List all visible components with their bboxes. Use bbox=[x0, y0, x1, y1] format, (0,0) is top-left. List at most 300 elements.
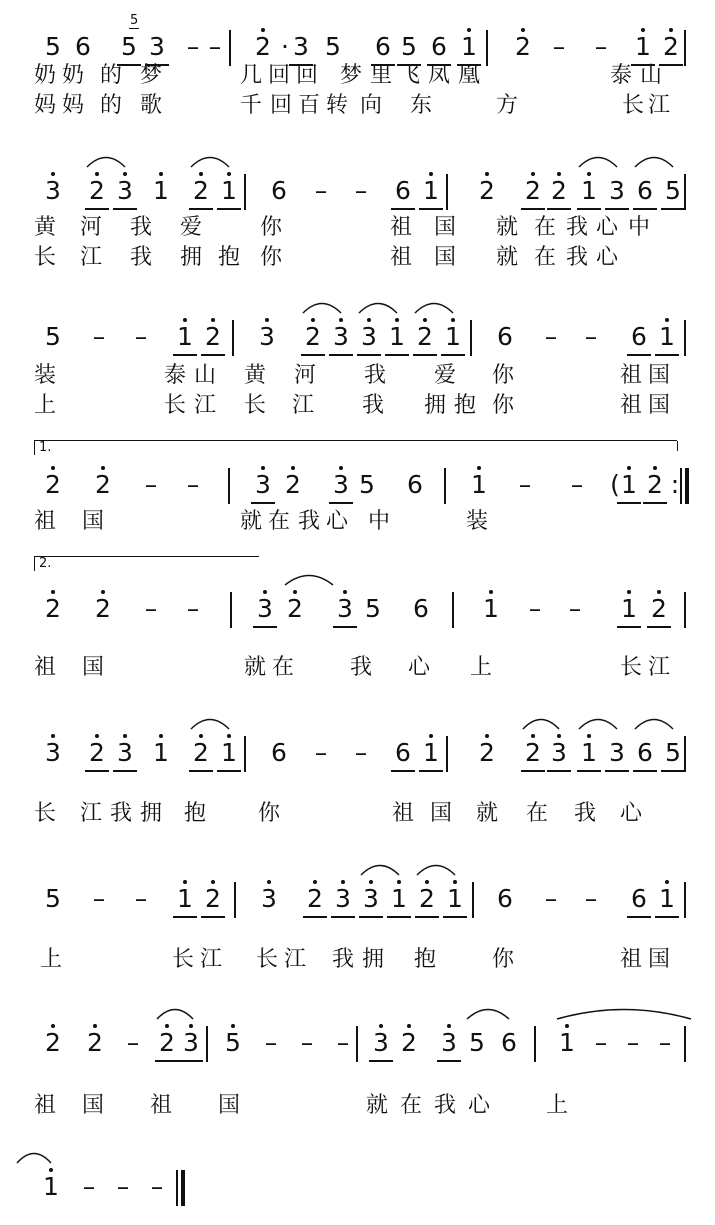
note: 2 bbox=[648, 594, 670, 624]
barline bbox=[684, 320, 686, 356]
octave-dot bbox=[451, 318, 455, 322]
note: 1 bbox=[174, 322, 196, 352]
note: 3 bbox=[438, 1028, 460, 1058]
note: 5 bbox=[45, 884, 61, 913]
octave-dot bbox=[477, 466, 481, 470]
note: 3 bbox=[258, 884, 280, 914]
underline-beam bbox=[251, 502, 275, 504]
note: 2 bbox=[42, 470, 64, 500]
octave-dot bbox=[189, 1024, 193, 1028]
barline bbox=[452, 592, 454, 628]
lyric-syllable: 国 bbox=[218, 1093, 241, 1118]
octave-dot bbox=[447, 1024, 451, 1028]
lyric-row bbox=[0, 362, 715, 390]
underline-beam bbox=[627, 916, 651, 918]
note: 2 bbox=[84, 1028, 106, 1058]
barline bbox=[486, 30, 488, 66]
lyric-syllable: 在 bbox=[534, 215, 557, 240]
note: 1 bbox=[218, 738, 240, 768]
note: – bbox=[186, 594, 200, 623]
barline bbox=[684, 736, 686, 772]
octave-dot bbox=[51, 1024, 55, 1028]
note: – bbox=[354, 176, 368, 205]
lyric-syllable: 祖 bbox=[150, 1093, 173, 1118]
lyric-syllable: 梦 bbox=[340, 63, 363, 88]
underline-beam bbox=[617, 502, 641, 504]
octave-dot bbox=[453, 880, 457, 884]
octave-dot bbox=[627, 466, 631, 470]
octave-dot bbox=[397, 880, 401, 884]
lyric-syllable: 千 bbox=[240, 93, 263, 118]
note: 3 bbox=[360, 884, 382, 914]
lyric-syllable: 祖 bbox=[620, 947, 643, 972]
lyric-syllable: 祖 bbox=[620, 363, 643, 388]
octave-dot bbox=[665, 880, 669, 884]
note: 3 bbox=[256, 322, 278, 352]
octave-dot bbox=[293, 590, 297, 594]
note: – bbox=[544, 322, 558, 351]
underline-beam bbox=[385, 354, 409, 356]
lyric-row bbox=[0, 508, 715, 536]
lyric-syllable: 祖 bbox=[390, 245, 413, 270]
note: 6 bbox=[271, 738, 287, 767]
lyric-syllable: 长 bbox=[172, 947, 195, 972]
barline bbox=[206, 1026, 208, 1062]
lyric-syllable: 妈 bbox=[34, 93, 57, 118]
lyric-syllable: 在 bbox=[268, 509, 291, 534]
lyric-syllable: 我 bbox=[574, 801, 597, 826]
slur bbox=[156, 1006, 194, 1020]
slur bbox=[634, 154, 674, 168]
note: 1 bbox=[458, 32, 480, 62]
lyric-syllable: 心 bbox=[620, 801, 643, 826]
octave-dot bbox=[51, 172, 55, 176]
lyric-syllable: 长 bbox=[256, 947, 279, 972]
final-barline bbox=[685, 468, 689, 504]
note: – bbox=[568, 594, 582, 623]
note: 6 bbox=[631, 884, 647, 913]
note: 5 bbox=[365, 594, 381, 623]
note: 5 bbox=[325, 32, 341, 61]
lyric-syllable: 山 bbox=[194, 363, 217, 388]
lyric-syllable: 山 bbox=[640, 63, 663, 88]
note: – bbox=[314, 738, 328, 767]
octave-dot bbox=[165, 1024, 169, 1028]
octave-dot bbox=[95, 172, 99, 176]
barline bbox=[229, 30, 231, 66]
lyric-syllable: 国 bbox=[648, 363, 671, 388]
lyric-syllable: 祖 bbox=[390, 215, 413, 240]
note: 6 bbox=[407, 470, 423, 499]
note: – bbox=[144, 594, 158, 623]
note: 5 bbox=[45, 322, 61, 351]
note: 6 bbox=[631, 322, 647, 351]
octave-dot bbox=[341, 880, 345, 884]
lyric-syllable: 拥 bbox=[362, 947, 385, 972]
barline bbox=[470, 320, 472, 356]
note: 1 bbox=[388, 884, 410, 914]
lyric-syllable: 就 bbox=[240, 509, 263, 534]
underline-beam bbox=[179, 1060, 203, 1062]
lyric-syllable: 回 bbox=[296, 63, 319, 88]
octave-dot bbox=[339, 318, 343, 322]
underline-beam bbox=[301, 354, 325, 356]
octave-dot bbox=[51, 590, 55, 594]
note: 5 bbox=[359, 470, 375, 499]
lyric-syllable: 梦 bbox=[140, 63, 163, 88]
underline-beam bbox=[113, 208, 137, 210]
note-row bbox=[0, 590, 715, 630]
note: 2 bbox=[252, 32, 274, 62]
barline bbox=[232, 320, 234, 356]
note: 1 bbox=[150, 738, 172, 768]
lyric-syllable: 你 bbox=[492, 393, 515, 418]
note: 6 bbox=[395, 176, 411, 205]
lyric-syllable: 祖 bbox=[620, 393, 643, 418]
lyric-syllable: 我 bbox=[332, 947, 355, 972]
underline-beam bbox=[655, 354, 679, 356]
note: 3 bbox=[42, 738, 64, 768]
barline bbox=[234, 882, 236, 918]
note: 6 bbox=[271, 176, 287, 205]
lyric-row bbox=[0, 946, 715, 974]
note: – bbox=[126, 1028, 140, 1057]
note: 2 bbox=[414, 322, 436, 352]
lyric-syllable: 心 bbox=[326, 509, 349, 534]
note: – bbox=[584, 322, 598, 351]
lyric-syllable: 拥 bbox=[424, 393, 447, 418]
underline-beam bbox=[415, 916, 439, 918]
underline-beam bbox=[201, 916, 225, 918]
lyric-syllable: 爱 bbox=[434, 363, 457, 388]
octave-dot bbox=[407, 1024, 411, 1028]
lyric-syllable: 我 bbox=[566, 245, 589, 270]
lyric-syllable: 就 bbox=[244, 655, 267, 680]
underline-beam bbox=[521, 208, 545, 210]
octave-dot bbox=[95, 734, 99, 738]
note: 1 bbox=[150, 176, 172, 206]
note: 2 bbox=[416, 884, 438, 914]
note: 2 bbox=[304, 884, 326, 914]
octave-dot bbox=[49, 1168, 53, 1172]
note: 2 bbox=[190, 738, 212, 768]
lyric-syllable: 你 bbox=[492, 947, 515, 972]
octave-dot bbox=[227, 172, 231, 176]
note: – bbox=[134, 884, 148, 913]
underline-beam bbox=[331, 916, 355, 918]
lyric-syllable: 江 bbox=[648, 93, 671, 118]
note: 6 bbox=[501, 1028, 517, 1057]
lyric-syllable: 转 bbox=[326, 93, 349, 118]
underline-beam bbox=[85, 770, 109, 772]
underline-beam bbox=[155, 1060, 179, 1062]
note: 5 bbox=[665, 738, 681, 767]
underline-beam bbox=[521, 770, 545, 772]
volta-end bbox=[677, 441, 679, 451]
lyric-syllable: 国 bbox=[648, 393, 671, 418]
lyric-syllable: 心 bbox=[596, 245, 619, 270]
underline-beam bbox=[437, 1060, 461, 1062]
barline bbox=[534, 1026, 536, 1062]
octave-dot bbox=[183, 318, 187, 322]
note: 1 bbox=[420, 176, 442, 206]
underline-beam bbox=[441, 354, 465, 356]
lyric-syllable: 里 bbox=[370, 63, 393, 88]
slur bbox=[578, 154, 618, 168]
lyric-syllable: 飞 bbox=[398, 63, 421, 88]
lyric-syllable: 装 bbox=[466, 509, 489, 534]
note: 6 bbox=[431, 32, 447, 61]
lyric-syllable: 凤 bbox=[428, 63, 451, 88]
lyric-syllable: 长 bbox=[34, 801, 57, 826]
octave-dot bbox=[227, 734, 231, 738]
note: – bbox=[150, 1172, 164, 1201]
underline-beam bbox=[217, 208, 241, 210]
note: – bbox=[626, 1028, 640, 1057]
note: – bbox=[134, 322, 148, 351]
volta-2-label: 2. bbox=[39, 556, 52, 571]
slur bbox=[302, 300, 342, 314]
octave-dot bbox=[379, 1024, 383, 1028]
slur bbox=[86, 154, 126, 168]
note: 6 bbox=[637, 738, 653, 767]
note: 1 bbox=[618, 594, 640, 624]
octave-dot bbox=[367, 318, 371, 322]
lyric-syllable: 长 bbox=[244, 393, 267, 418]
note: – bbox=[314, 176, 328, 205]
lyric-syllable: 江 bbox=[648, 655, 671, 680]
note-row bbox=[0, 1024, 715, 1064]
underline-beam bbox=[633, 770, 657, 772]
note: 2 bbox=[92, 594, 114, 624]
note: 2 bbox=[190, 176, 212, 206]
note: 1 bbox=[442, 322, 464, 352]
underline-beam bbox=[387, 916, 411, 918]
lyric-syllable: 你 bbox=[260, 245, 283, 270]
note: 2 bbox=[476, 176, 498, 206]
note: 5 bbox=[401, 32, 417, 61]
note: – bbox=[584, 884, 598, 913]
octave-dot bbox=[199, 172, 203, 176]
underline-beam bbox=[413, 354, 437, 356]
lyric-syllable: 江 bbox=[194, 393, 217, 418]
lyric-syllable: 在 bbox=[400, 1093, 423, 1118]
lyric-syllable: 长 bbox=[164, 393, 187, 418]
underline-beam bbox=[617, 626, 641, 628]
note: 3 bbox=[42, 176, 64, 206]
note: 2 bbox=[284, 594, 306, 624]
underline-beam bbox=[391, 770, 415, 772]
underline-beam bbox=[113, 770, 137, 772]
underline-beam bbox=[369, 1060, 393, 1062]
note: 2 bbox=[86, 738, 108, 768]
lyric-row bbox=[0, 62, 715, 90]
underline-beam bbox=[419, 770, 443, 772]
note: 2 bbox=[476, 738, 498, 768]
barline bbox=[684, 882, 686, 918]
volta-1 bbox=[34, 440, 677, 455]
lyric-syllable: 我 bbox=[130, 245, 153, 270]
note: – bbox=[264, 1028, 278, 1057]
lyric-syllable: 河 bbox=[294, 363, 317, 388]
note: – bbox=[144, 470, 158, 499]
lyric-syllable: 中 bbox=[628, 215, 651, 240]
slur bbox=[360, 862, 400, 876]
octave-dot bbox=[489, 590, 493, 594]
note: 3 bbox=[330, 322, 352, 352]
octave-dot bbox=[291, 466, 295, 470]
lyric-row bbox=[0, 214, 715, 242]
lyric-syllable: 长 bbox=[34, 245, 57, 270]
octave-dot bbox=[557, 172, 561, 176]
note: 6 bbox=[637, 176, 653, 205]
lyric-syllable: 在 bbox=[526, 801, 549, 826]
barline bbox=[684, 30, 686, 66]
note: 1 bbox=[618, 470, 640, 500]
note: – bbox=[594, 1028, 608, 1057]
slur bbox=[414, 300, 454, 314]
note: 2 bbox=[42, 594, 64, 624]
lyric-syllable: 江 bbox=[292, 393, 315, 418]
lyric-syllable: 爱 bbox=[180, 215, 203, 240]
lyric-syllable: 抱 bbox=[454, 393, 477, 418]
octave-dot bbox=[485, 172, 489, 176]
underline-beam bbox=[253, 626, 277, 628]
note: 1 bbox=[444, 884, 466, 914]
lyric-syllable: 妈 bbox=[62, 93, 85, 118]
lyric-syllable: 祖 bbox=[34, 655, 57, 680]
underline-beam bbox=[173, 916, 197, 918]
lyric-syllable: 拥 bbox=[140, 801, 163, 826]
lyric-syllable: 的 bbox=[100, 93, 123, 118]
lyric-syllable: 奶 bbox=[62, 63, 85, 88]
underline-beam bbox=[633, 208, 657, 210]
lyric-syllable: 我 bbox=[566, 215, 589, 240]
final-barline bbox=[181, 1170, 185, 1206]
note: 5 bbox=[121, 32, 137, 61]
note: · bbox=[281, 32, 289, 61]
note: – bbox=[116, 1172, 130, 1201]
barline bbox=[684, 592, 686, 628]
note: 2 bbox=[202, 884, 224, 914]
octave-dot bbox=[123, 172, 127, 176]
lyric-syllable: 泰 bbox=[164, 363, 187, 388]
lyric-syllable: 我 bbox=[362, 393, 385, 418]
octave-dot bbox=[339, 466, 343, 470]
lyric-row bbox=[0, 654, 715, 682]
octave-dot bbox=[565, 1024, 569, 1028]
octave-dot bbox=[425, 880, 429, 884]
underline-beam bbox=[391, 208, 415, 210]
octave-dot bbox=[485, 734, 489, 738]
barline bbox=[244, 736, 246, 772]
underline-beam bbox=[85, 208, 109, 210]
octave-dot bbox=[311, 318, 315, 322]
underline-beam bbox=[577, 208, 601, 210]
note: 3 bbox=[293, 32, 309, 61]
note: 6 bbox=[497, 884, 513, 913]
grace-note: 5 bbox=[130, 13, 139, 28]
note: 2 bbox=[522, 738, 544, 768]
note: 3 bbox=[114, 176, 136, 206]
octave-dot bbox=[159, 734, 163, 738]
underline-beam bbox=[359, 916, 383, 918]
note: – bbox=[354, 738, 368, 767]
lyric-syllable: 我 bbox=[130, 215, 153, 240]
octave-dot bbox=[557, 734, 561, 738]
note: 2 bbox=[548, 176, 570, 206]
octave-dot bbox=[627, 590, 631, 594]
note: – bbox=[186, 32, 200, 61]
note: – bbox=[208, 32, 222, 61]
note: 6 bbox=[75, 32, 91, 61]
underline-beam bbox=[547, 770, 571, 772]
underline-beam bbox=[189, 770, 213, 772]
lyric-syllable: 泰 bbox=[610, 63, 633, 88]
note: 3 bbox=[609, 738, 625, 767]
note: 1 bbox=[218, 176, 240, 206]
octave-dot bbox=[211, 318, 215, 322]
note: 2 bbox=[660, 32, 682, 62]
note: 2 bbox=[522, 176, 544, 206]
octave-dot bbox=[423, 318, 427, 322]
note: 2 bbox=[398, 1028, 420, 1058]
lyric-syllable: 装 bbox=[34, 363, 57, 388]
underline-beam bbox=[647, 626, 671, 628]
slur bbox=[466, 1006, 510, 1020]
octave-dot bbox=[261, 466, 265, 470]
underline-beam bbox=[443, 916, 467, 918]
note: 1 bbox=[468, 470, 490, 500]
underline-beam bbox=[419, 208, 443, 210]
lyric-syllable: 就 bbox=[476, 801, 499, 826]
lyric-syllable: 抱 bbox=[414, 947, 437, 972]
note: – bbox=[658, 1028, 672, 1057]
note: ( bbox=[610, 470, 620, 499]
lyric-syllable: 江 bbox=[80, 245, 103, 270]
note: 1 bbox=[656, 884, 678, 914]
note: 1 bbox=[578, 176, 600, 206]
underline-beam bbox=[605, 770, 629, 772]
octave-dot bbox=[641, 28, 645, 32]
barline bbox=[684, 1026, 686, 1062]
lyric-syllable: 我 bbox=[110, 801, 133, 826]
barline bbox=[446, 736, 448, 772]
lyric-syllable: 的 bbox=[100, 63, 123, 88]
lyric-syllable: 上 bbox=[470, 655, 493, 680]
note: 3 bbox=[370, 1028, 392, 1058]
lyric-syllable: 在 bbox=[272, 655, 295, 680]
lyric-syllable: 奶 bbox=[34, 63, 57, 88]
octave-dot bbox=[51, 734, 55, 738]
underline-beam bbox=[303, 916, 327, 918]
octave-dot bbox=[429, 172, 433, 176]
octave-dot bbox=[183, 880, 187, 884]
lyric-syllable: 我 bbox=[434, 1093, 457, 1118]
octave-dot bbox=[159, 172, 163, 176]
note: 1 bbox=[386, 322, 408, 352]
note-row bbox=[0, 172, 715, 212]
note: 3 bbox=[334, 594, 356, 624]
lyric-row bbox=[0, 92, 715, 120]
lyric-syllable: 黄 bbox=[244, 363, 267, 388]
note: – bbox=[82, 1172, 96, 1201]
lyric-row bbox=[0, 1092, 715, 1120]
note: 1 bbox=[40, 1172, 62, 1202]
octave-dot bbox=[261, 28, 265, 32]
lyric-syllable: 国 bbox=[648, 947, 671, 972]
barline bbox=[444, 468, 446, 504]
